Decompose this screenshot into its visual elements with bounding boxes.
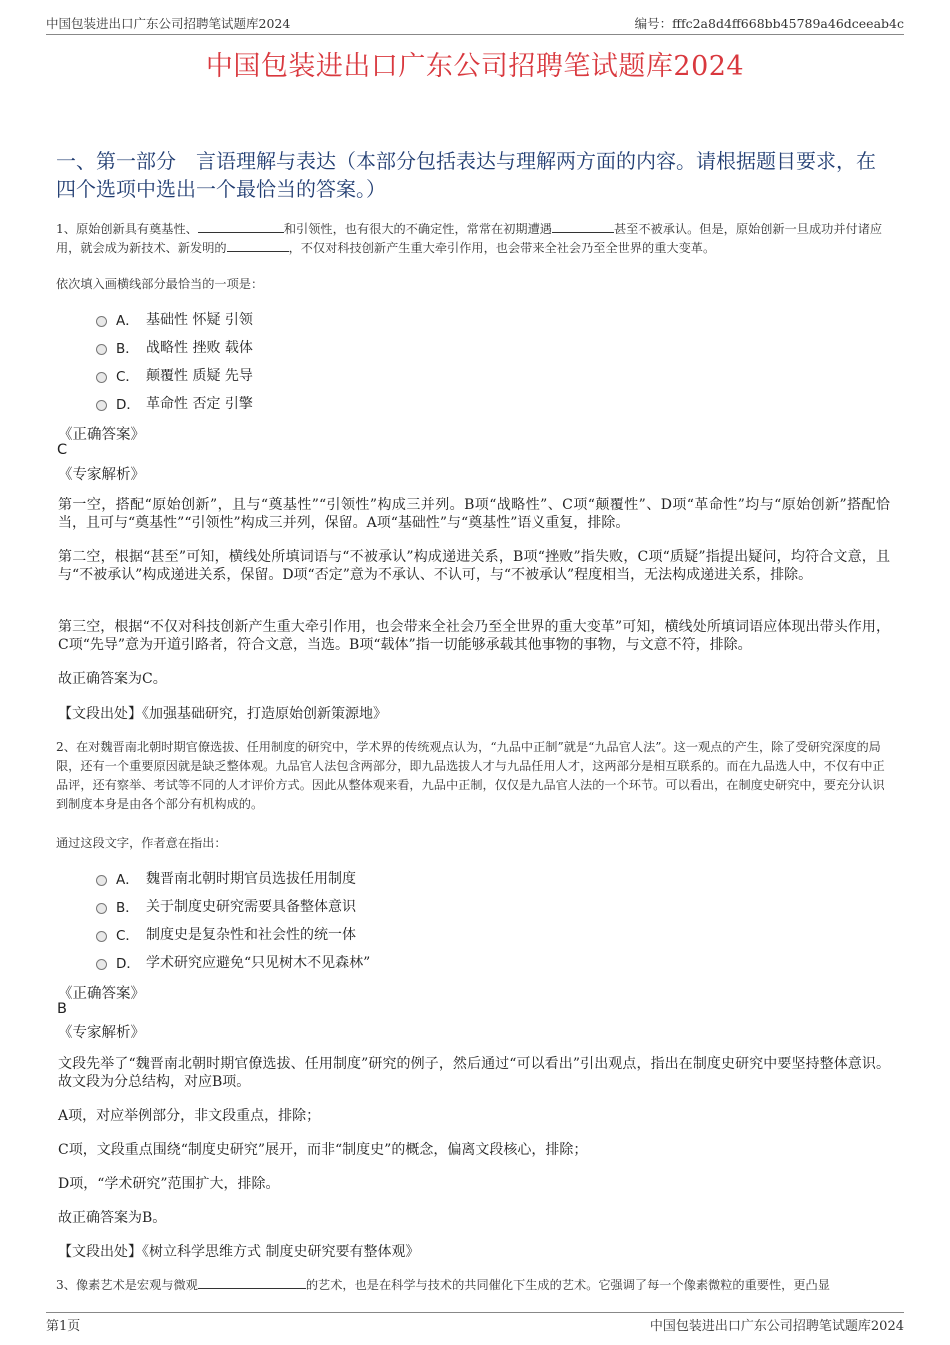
q1-option-c[interactable]: C． 颠覆性 质疑 先导 (96, 365, 253, 385)
page-header (46, 14, 904, 35)
page-footer (46, 1312, 904, 1335)
q1-option-a[interactable]: A． 基础性 怀疑 引领 (96, 309, 253, 329)
blank-line (552, 220, 614, 233)
section-heading: 一、第一部分 言语理解与表达（本部分包括表达与理解两方面的内容。请根据题目要求，在四个选项中选出一个最恰当的答案。） (56, 149, 876, 201)
analysis-label: 《专家解析》 (58, 467, 145, 483)
analysis-paragraph: A项，对应举例部分，非文段重点，排除； (58, 1108, 321, 1124)
q2-option-c[interactable]: C． 制度史是复杂性和社会性的统一体 (96, 924, 356, 944)
question-2-prompt: 通过这段文字，作者意在指出： (56, 836, 227, 850)
analysis-paragraph: C项，文段重点围绕“制度史研究”展开，而非“制度史”的概念，偏离文段核心，排除； (58, 1142, 588, 1158)
q2-option-b[interactable]: B． 关于制度史研究需要具备整体意识 (96, 896, 356, 916)
analysis-paragraph: D项，“学术研究”范围扩大，排除。 (58, 1176, 280, 1192)
analysis-conclusion: 故正确答案为C。 (58, 671, 167, 687)
radio-button[interactable] (96, 875, 107, 886)
answer-label: 《正确答案》 (58, 986, 145, 1002)
header-title: 中国包装进出口广东公司招聘笔试题库2024 (46, 16, 291, 31)
answer-value: C (57, 442, 68, 458)
question-2-text: 2、在对魏晋南北朝时期官僚选拔、任用制度的研究中，学术界的传统观点认为，“九品中正制”就是“九品官人法”。这一观点的产生，除了受研究深度的局限，还有一个重要原因就是缺乏整体观。九品官人法包含两部分，即九品选拔人才与九品任用人才，这两部分是相互联系的。而在九品选人中，不仅有中正品评，还有察举、考试等不同的人才评价方式。因此从整体观来看，九品中正制，仅仅是九品官人法的一个环节。可以看出，在制度史研究中，要充分认识到制度本身是由各个部分有机构成的。 (56, 740, 885, 811)
q2-option-a[interactable]: A． 魏晋南北朝时期官员选拔任用制度 (96, 868, 356, 888)
analysis-conclusion: 故正确答案为B。 (58, 1210, 167, 1226)
analysis-paragraph: 文段先举了“魏晋南北朝时期官僚选拔、任用制度”研究的例子，然后通过“可以看出”引出观点，指出在制度史研究中要坚持整体意识。故文段为分总结构，对应B项。 (58, 1056, 890, 1090)
radio-button[interactable] (96, 959, 107, 970)
source-citation: 【文段出处】《树立科学思维方式 制度史研究要有整体观》 (58, 1244, 420, 1260)
radio-button[interactable] (96, 931, 107, 942)
document-id: 编号：fffc2a8d4ff668bb45789a46dceeab4c (634, 16, 904, 31)
radio-button[interactable] (96, 344, 107, 355)
q2-option-d[interactable]: D． 学术研究应避免“只见树木不见森林” (96, 952, 370, 972)
page-title: 中国包装进出口广东公司招聘笔试题库2024 (205, 51, 745, 82)
q1-option-b[interactable]: B． 战略性 挫败 载体 (96, 337, 253, 357)
question-3-text: 3、像素艺术是宏观与微观 的艺术，也是在科学与技术的共同催化下生成的艺术。它强调了每一个像素微粒的重要性，更凸显 (56, 1278, 830, 1292)
answer-label: 《正确答案》 (58, 427, 145, 443)
q1-option-d[interactable]: D． 革命性 否定 引擎 (96, 393, 253, 413)
radio-button[interactable] (96, 316, 107, 327)
analysis-paragraph: 第二空，根据“甚至”可知，横线处所填词语与“不被承认”构成递进关系，B项“挫败”指失败，C项“质疑”指提出疑问，均符合文意，且与“不被承认”构成递进关系，保留。D项“否定”意为不承认、不认可，与“不被承认”程度相当，无法构成递进关系，排除。 (58, 549, 890, 583)
question-1-text: 1、原始创新具有奠基性、 和引领性，也有很大的不确定性，常常在初期遭遇 甚至不被承认。但是，原始创新一旦成功并付诸应用，就会成为新技术、新发明的 ，不仅对科技创新产生重大牵引作用，也会带来全社会乃至全世界的重大变革。 (56, 222, 883, 255)
radio-button[interactable] (96, 400, 107, 411)
page-number: 第1页 (46, 1319, 81, 1334)
footer-title: 中国包装进出口广东公司招聘笔试题库2024 (649, 1319, 904, 1334)
source-citation: 【文段出处】《加强基础研究，打造原始创新策源地》 (58, 706, 387, 722)
blank-line (198, 220, 284, 233)
blank-line (198, 1276, 306, 1289)
blank-line (227, 239, 289, 252)
analysis-paragraph: 第三空，根据“不仅对科技创新产生重大牵引作用，也会带来全社会乃至全世界的重大变革”可知，横线处所填词语应体现出带头作用，C项“先导”意为开道引路者，符合文意，当选。B项“载体”指一切能够承载其他事物的事物，与文意不符，排除。 (58, 619, 890, 653)
analysis-label: 《专家解析》 (58, 1025, 145, 1041)
answer-value: B (57, 1001, 67, 1017)
analysis-paragraph: 第一空，搭配“原始创新”，且与“奠基性”“引领性”构成三并列。B项“战略性”、C项“颠覆性”、D项“革命性”均与“原始创新”搭配恰当，且可与“奠基性”“引领性”构成三并列，保留。A项“基础性”与“奠基性”语义重复，排除。 (58, 497, 890, 531)
radio-button[interactable] (96, 372, 107, 383)
question-1-prompt: 依次填入画横线部分最恰当的一项是： (56, 277, 264, 291)
radio-button[interactable] (96, 903, 107, 914)
